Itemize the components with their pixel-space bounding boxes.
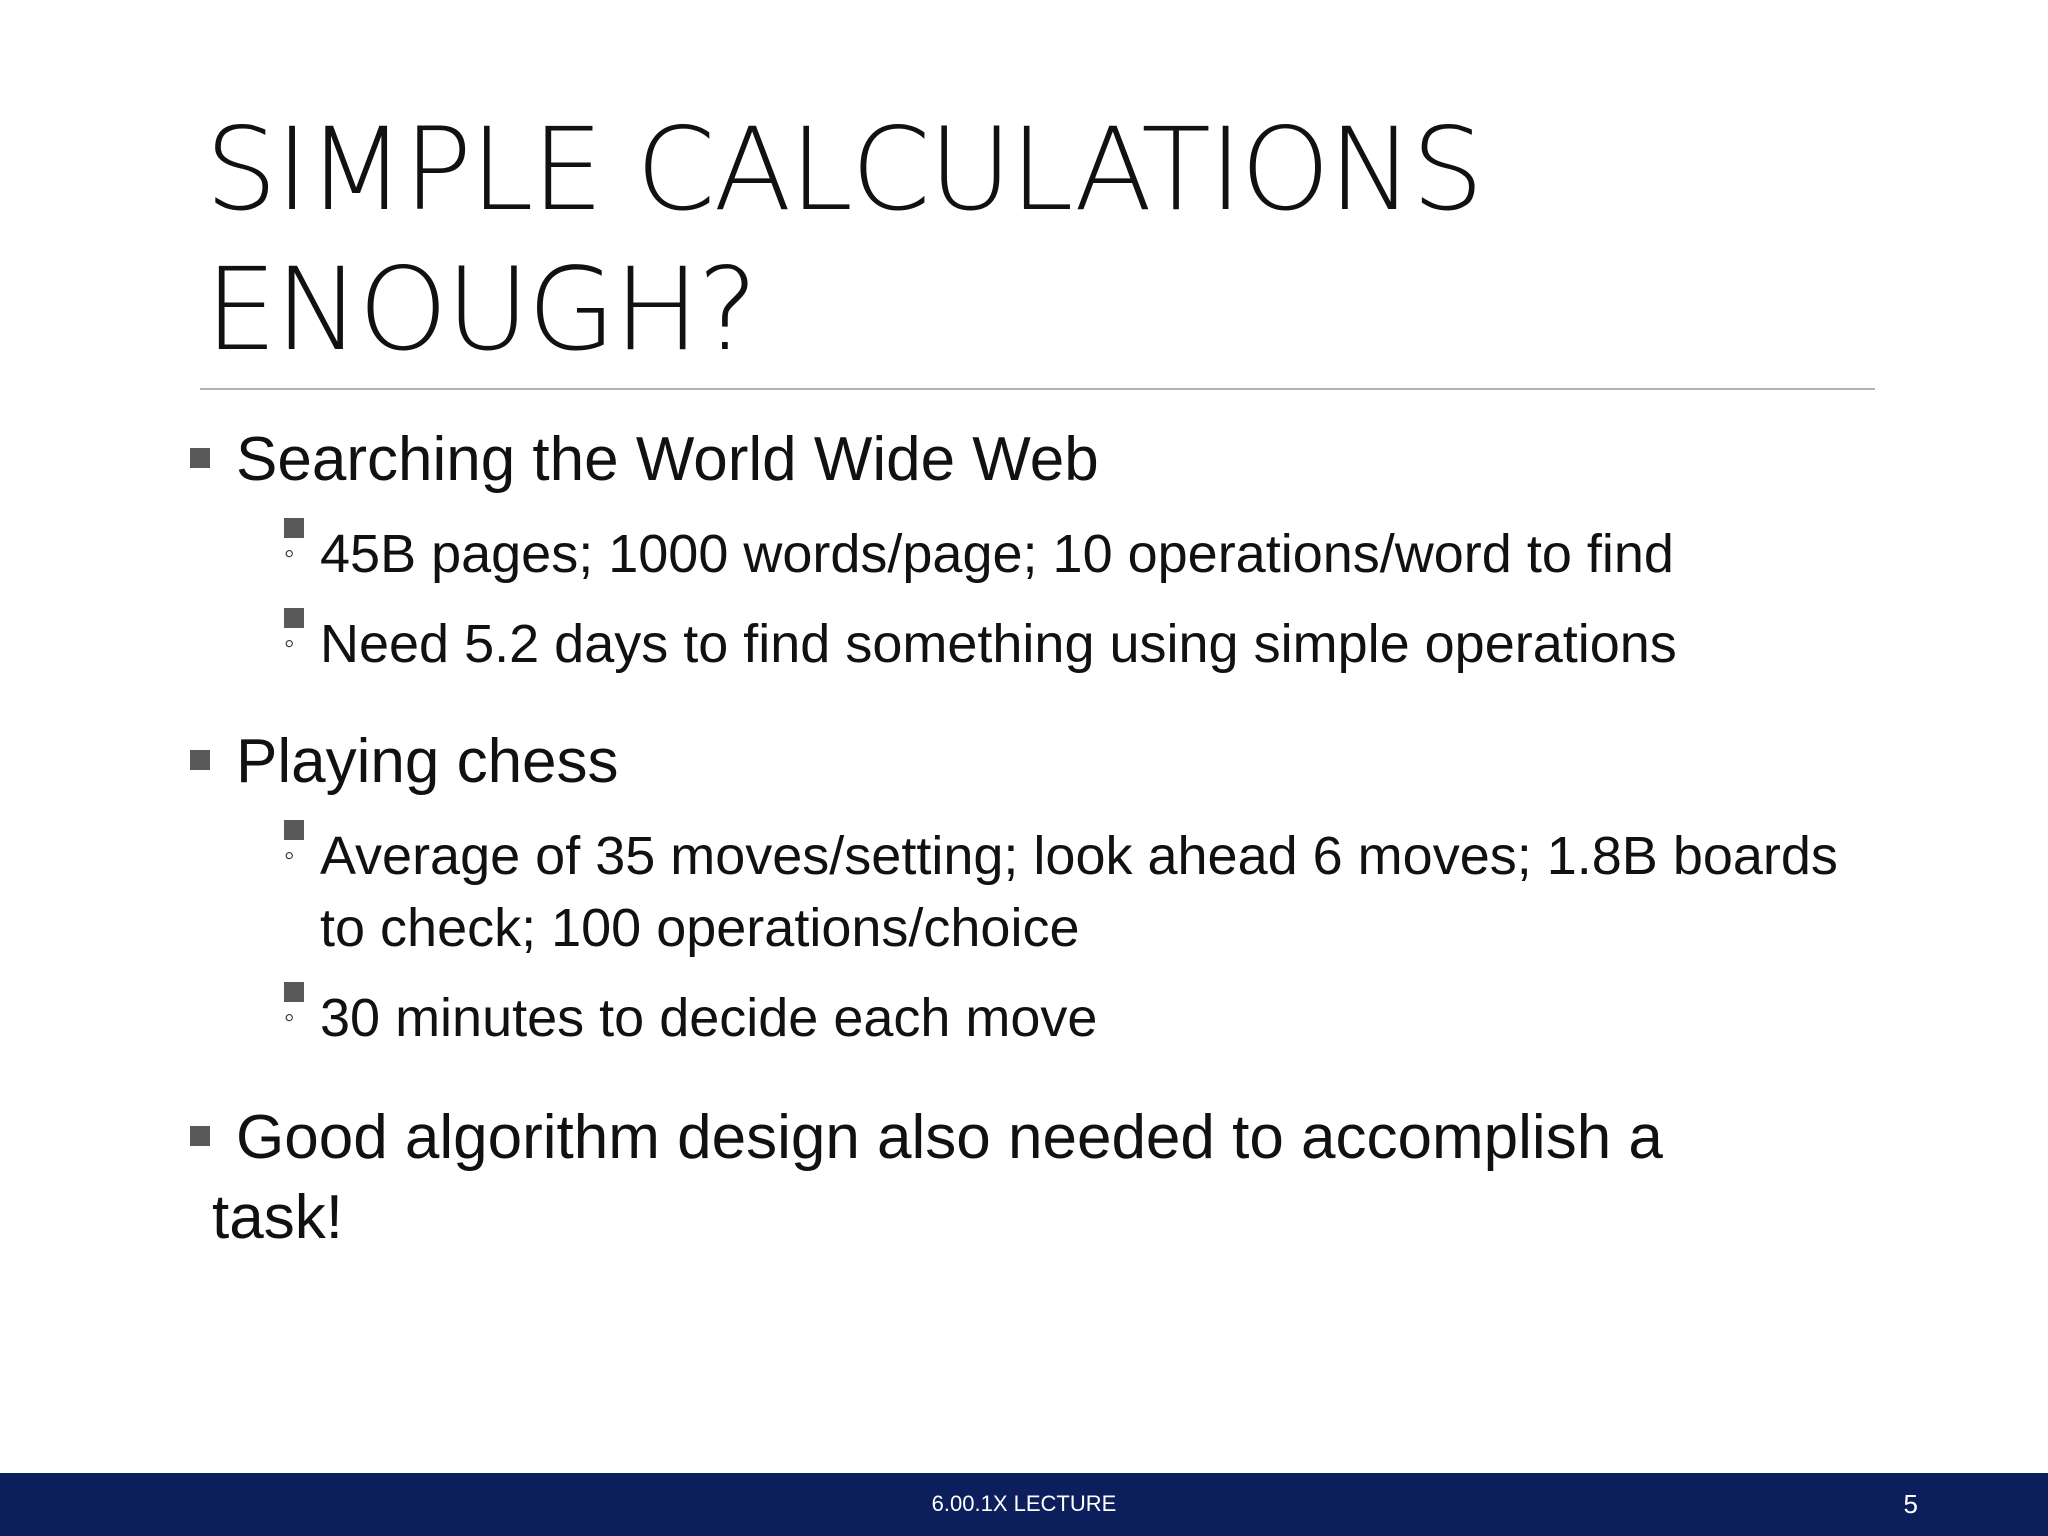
slide-title-line-2: ENOUGH?: [205, 243, 757, 376]
square-bullet-icon: [190, 750, 210, 770]
footer-bar: [0, 1473, 2048, 1536]
bullet-algorithm-design: [188, 1098, 1888, 1258]
footer-lecture-label: 6.00.1X LECTURE: [931, 1491, 1117, 1516]
circle-bullet-icon: ◦: [284, 820, 304, 840]
bullet-text: Playing chess: [236, 727, 619, 796]
bullet-list: [188, 420, 1888, 1258]
bullet-playing-chess: [188, 722, 1888, 1054]
sub-bullet-text: 45B pages; 1000 words/page; 10 operations/word to find: [320, 524, 1674, 584]
sub-bullet-list: [236, 820, 1888, 1054]
sub-bullet-minutes: [236, 982, 1888, 1054]
sub-bullet-days: [236, 608, 1888, 680]
sub-bullet-text: Average of 35 moves/setting; look ahead 6 moves; 1.8B boards to check; 100 operations/choice: [320, 826, 1838, 958]
sub-bullet-text: Need 5.2 days to find something using simple operations: [320, 614, 1677, 674]
circle-bullet-icon: ◦: [284, 982, 304, 1002]
square-bullet-icon: [190, 448, 210, 468]
title-divider: [200, 388, 1875, 390]
bullet-searching-web: [188, 420, 1888, 680]
page-number: 5: [1903, 1489, 1918, 1519]
sub-bullet-moves: [236, 820, 1888, 964]
slide-title-line-1: SIMPLE CALCULATIONS: [205, 103, 1482, 236]
slide-title: [205, 100, 1855, 380]
bullet-text: Searching the World Wide Web: [236, 425, 1099, 494]
bullet-text-line-1: Good algorithm design also needed to accomplish a: [236, 1103, 1663, 1172]
sub-bullet-pages: [236, 518, 1888, 590]
square-bullet-icon: [190, 1126, 210, 1146]
bullet-text-line-2: task!: [212, 1183, 343, 1252]
sub-bullet-list: [236, 518, 1888, 680]
sub-bullet-text: 30 minutes to decide each move: [320, 988, 1098, 1048]
circle-bullet-icon: ◦: [284, 608, 304, 628]
circle-bullet-icon: ◦: [284, 518, 304, 538]
